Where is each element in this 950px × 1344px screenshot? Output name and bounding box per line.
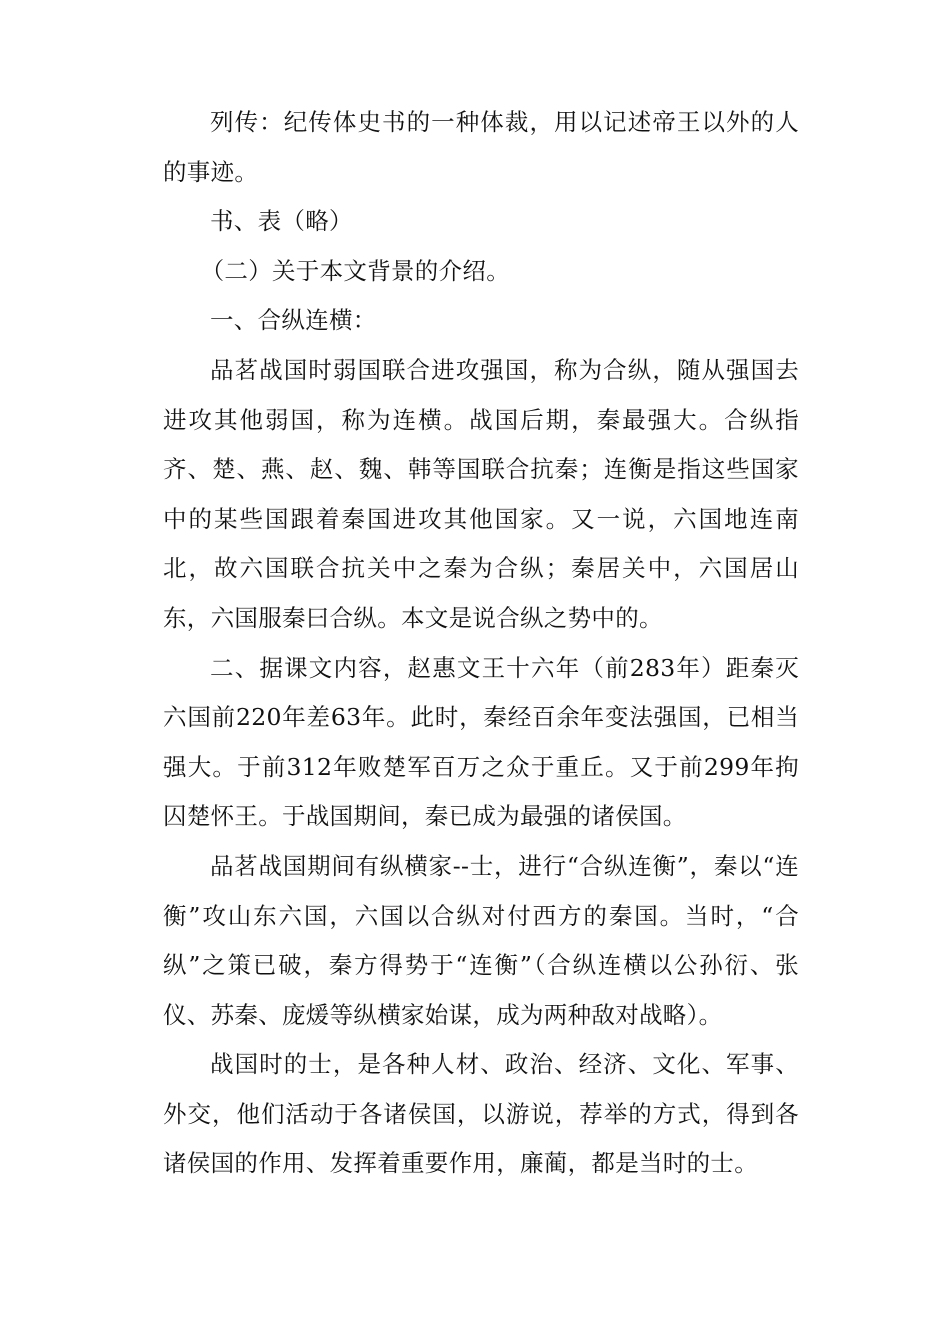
paragraph-zongheng-jia: 品茗战国期间有纵横家--士，进行“合纵连衡”，秦以“连衡”攻山东六国，六国以合纵对付西方的秦国。当时，“合纵”之策已破，秦方得势于“连衡”（合纵连横以公孙衍、张仪、苏秦、庞煖等纵横家始谋，成为两种敌对战略）。 [163,851,799,1029]
paragraph-hezong-lianheng: 品茗战国时弱国联合进攻强国，称为合纵，随从强国去进攻其他弱国，称为连横。战国后期，秦最强大。合纵指齐、楚、燕、赵、魏、韩等国联合抗秦；连衡是指这些国家中的某些国跟着秦国进攻其他国家。又一说，六国地连南北，故六国联合抗关中之秦为合纵；秦居关中，六国居山东，六国服秦曰合纵。本文是说合纵之势中的。 [163,355,799,632]
paragraph-shi: 战国时的士，是各种人材、政治、经济、文化、军事、外交，他们活动于各诸侯国，以游说，荐举的方式，得到各诸侯国的作用、发挥着重要作用，廉蔺，都是当时的士。 [163,1050,799,1178]
section-heading-hezong: 一、合纵连横： [210,306,377,335]
document-body [163,98,799,1189]
paragraph-shu-biao: 书、表（略） [210,207,353,236]
paragraph-liezhuan: 列传：纪传体史书的一种体裁，用以记述帝王以外的人的事迹。 [163,108,799,186]
paragraph-historical-context: 二、据课文内容，赵惠文王十六年（前283年）距秦灭六国前220年差63年。此时，秦经百余年变法强国，已相当强大。于前312年败楚军百万之众于重丘。又于前299年拘囚楚怀王。于战国期间，秦已成为最强的诸侯国。 [163,653,799,831]
section-heading-background: （二）关于本文背景的介绍。 [200,256,510,285]
